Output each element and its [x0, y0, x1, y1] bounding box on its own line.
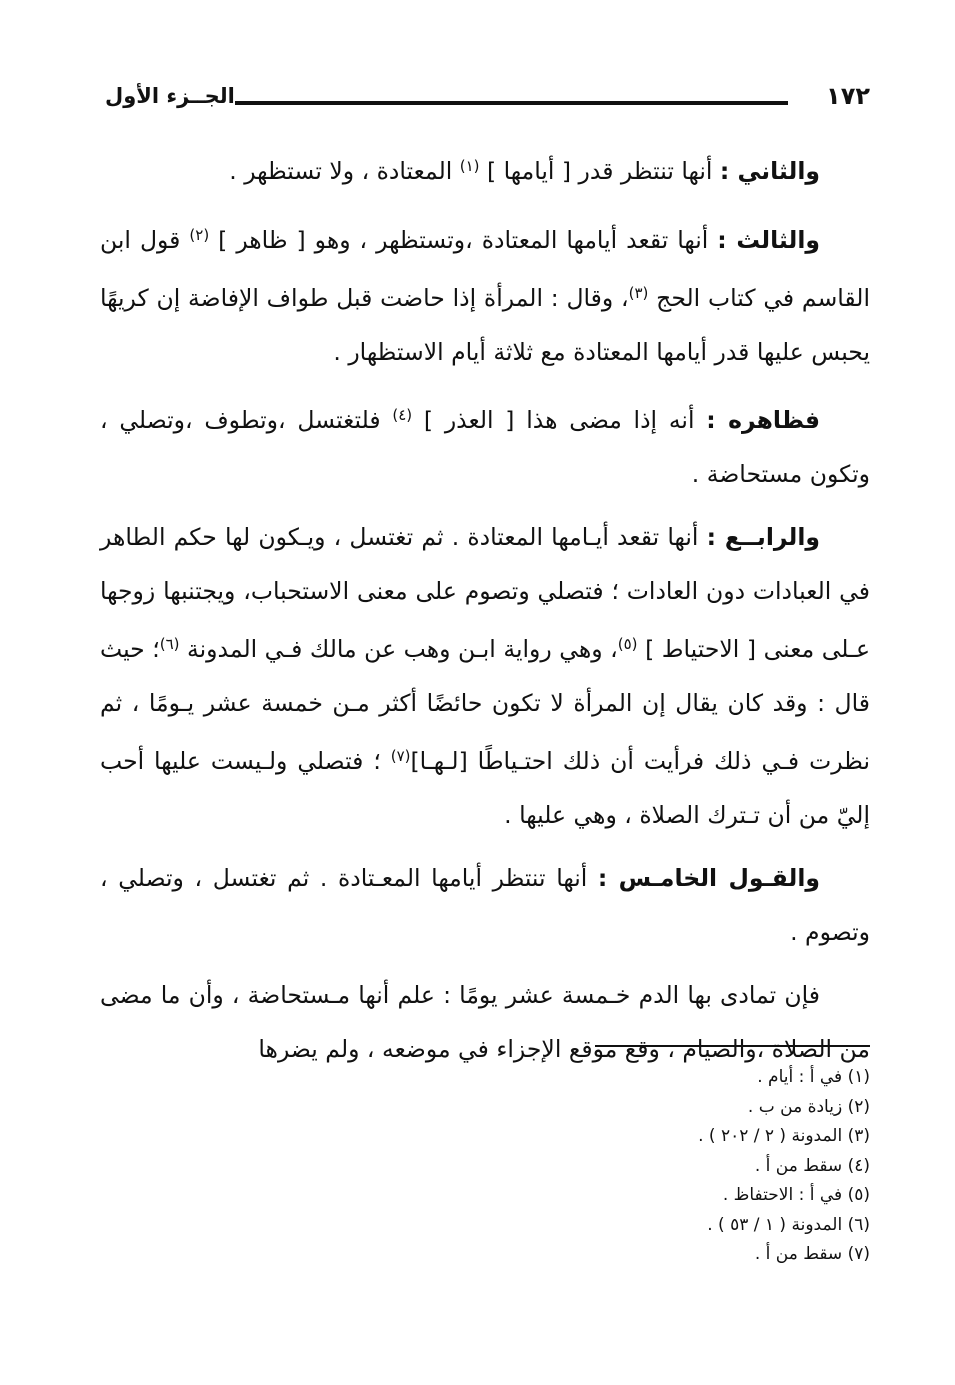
- paragraph-lead: والثالث :: [717, 225, 820, 254]
- page-header: [105, 82, 870, 122]
- footnote-reference: (٤): [392, 406, 413, 424]
- footnote-reference: (٦): [159, 635, 180, 653]
- paragraph-text: ، وقال : المرأة إذا حاضت قبل طواف الإفاضة إن كريهًا يحبس عليها قدر أيامها المعتادة مع ثلاثة أيام الاستظهار .: [100, 284, 870, 366]
- paragraph-lead: والرابــع :: [706, 523, 820, 551]
- header-rule: [235, 101, 788, 105]
- paragraph-lead: والثاني :: [719, 157, 820, 185]
- body-paragraph: [100, 969, 870, 1076]
- paragraph-lead: فظاهره :: [706, 406, 821, 434]
- body-paragraph: [100, 140, 870, 199]
- body-paragraph: [100, 209, 870, 380]
- paragraph-text: ، وهي رواية ابـن وهب عن مالك فـي المدونة: [179, 635, 618, 663]
- paragraph-text: أنه إذا مضى هذا [ العذر ]: [412, 406, 707, 434]
- footnote-item: (٥) في أ : الاحتفاظ .: [722, 1185, 870, 1205]
- body-paragraph: [100, 852, 870, 959]
- footnote-reference: (٥): [617, 635, 638, 653]
- footnote-reference: (٣): [628, 284, 649, 302]
- paragraph-lead: والقـول الخامـس :: [597, 864, 820, 892]
- footnote-reference: (١): [459, 157, 480, 175]
- footnote-rule: [595, 1045, 870, 1047]
- paragraph-text: أنها تنتظر قدر [ أيامها ]: [479, 157, 720, 185]
- paragraph-text: قول ابن القاسم في كتاب الحج: [100, 225, 870, 312]
- paragraph-text: أنها تنتظر أيامها المعـتادة . ثم تغتسل ، وتصلي ، وتصوم .: [100, 864, 870, 946]
- footnote-item: (٦) المدونة ( ١ / ٥٣ ) .: [707, 1214, 870, 1235]
- footnotes: [470, 1063, 870, 1270]
- paragraph-text: أنها تقعد أيامها المعتادة ،وتستظهر ، وهو [ ظاهر ]: [209, 225, 718, 254]
- footnote-item: (٣) المدونة ( ٢ / ٢٠٢ ) .: [698, 1126, 870, 1146]
- paragraph-text: ؛ فتصلي ولـيست عليها أحب إليّ من أن تـترك الصلاة ، وهي عليها .: [100, 747, 870, 829]
- body-text: [100, 140, 870, 1086]
- body-paragraph: [100, 389, 870, 501]
- paragraph-text: المعتادة ، ولا تستظهر .: [229, 157, 460, 185]
- footnote-item: (١) في أ : أيام .: [757, 1067, 870, 1087]
- footnote-reference: (٢): [189, 225, 210, 244]
- footnote-item: (٢) زيادة من ب .: [747, 1096, 870, 1117]
- paragraph-text: أنها تقعد أيـامها المعتادة . ثم تغتسل ، ويـكون لها حكم الطاهر في العبادات دون العادات ؛ فتصلي وتصوم على معنى الاستحباب، ويجتنبها زوجها عـلى معنى [ الاحتياط ]: [100, 523, 870, 663]
- body-paragraph: [100, 511, 870, 842]
- footnote-item: (٤) سقط من أ .: [754, 1155, 870, 1176]
- page-number: ١٧٢: [826, 82, 870, 110]
- paragraph-text: فلتغتسل ،وتطوف ،وتصلي ، وتكون مستحاضة .: [100, 406, 870, 488]
- footnote-reference: (٧): [390, 747, 411, 765]
- footnote-item: (٧) سقط من أ .: [754, 1244, 870, 1264]
- paragraph-text: ؛ حيث قال : وقد كان يقال إن المرأة لا تكون حائضًا أكثر مـن خمسة عشر يـومًا ، ثم نظرت فـي ذلك فرأيت أن ذلك احتـياطًا [لـهـا]: [100, 635, 870, 775]
- running-head: الجــزء الأول: [105, 84, 235, 108]
- paragraph-text: فإن تمادى بها الدم خـمسة عشر يومًا : علم أنها مـستحاضة ، وأن ما مضى من الصلاة ،والصيام ، وقع موقع الإجزاء في موضعه ، ولم يضرها: [100, 981, 870, 1063]
